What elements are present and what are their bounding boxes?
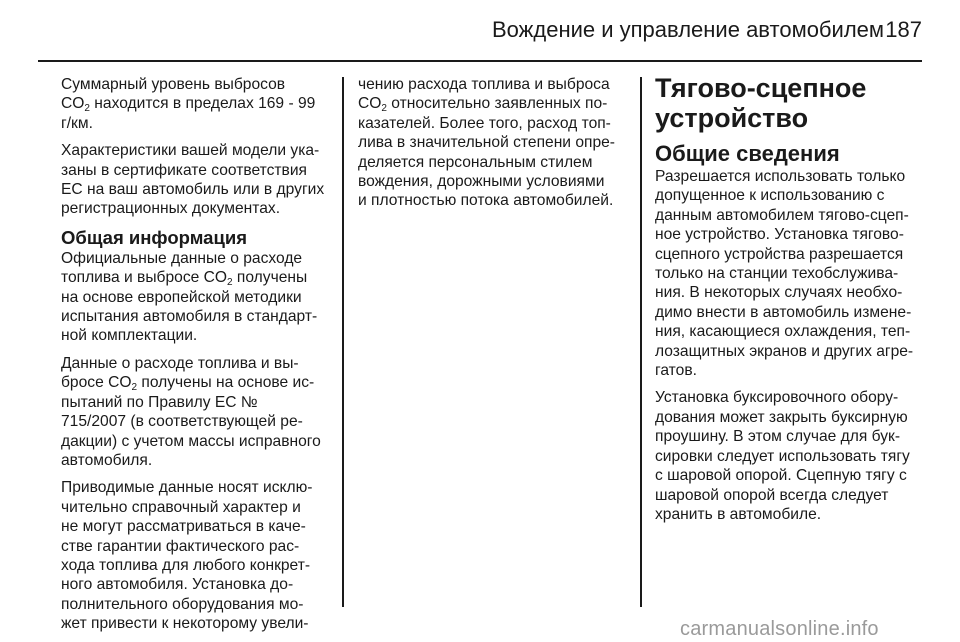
text-line: и плотностью потока автомобилей. (358, 192, 614, 210)
text-line: 715/2007 (в соответствующей ре- (61, 413, 303, 431)
column-divider (640, 77, 642, 607)
text-fragment: бросе CO (61, 374, 132, 392)
text-line: вождения, дорожными условиями (358, 173, 605, 191)
subscript: 2 (381, 103, 387, 115)
text-fragment: CO (61, 95, 85, 113)
text-line: гатов. (655, 362, 697, 380)
column-left (61, 75, 334, 642)
text-line: заны в сертификате соответствия (61, 161, 307, 179)
text-line: жет привести к некоторому увели- (61, 615, 309, 633)
text-fragment: относительно заявленных по- (386, 95, 608, 113)
text-line (61, 268, 334, 287)
text-line: хода топлива для любого конкрет- (61, 556, 311, 574)
paragraph (358, 75, 633, 211)
text-line: ния. В некоторых случаях необхо- (655, 284, 903, 302)
text-line: Официальные данные о расходе (61, 249, 303, 267)
paragraph (61, 249, 334, 346)
paragraph (655, 167, 927, 380)
page-number: 187 (885, 17, 922, 42)
heading-line: устройство (655, 103, 809, 133)
text-line: дования может закрыть буксирную (655, 408, 908, 426)
text-line: чению расхода топлива и выброса (358, 76, 610, 93)
text-line: казателей. Более того, расход топ- (358, 114, 611, 132)
text-line: автомобиля. (61, 451, 153, 469)
column-middle (358, 75, 633, 219)
text-line: деляется персональным стилем (358, 153, 593, 171)
watermark: carmanualsonline.info (680, 618, 879, 640)
text-line: с шаровой опорой. Сцепную тягу с (655, 467, 907, 485)
text-line: испытания автомобиля в стандарт- (61, 308, 318, 326)
text-line: сцепного устройства разрешается (655, 245, 904, 263)
text-line: сировки следует использовать тягу (655, 447, 910, 465)
text-line: лива в значительной степени опре- (358, 134, 615, 152)
paragraph (655, 388, 927, 524)
subscript: 2 (227, 277, 233, 289)
chapter-heading (655, 73, 927, 133)
text-line (61, 94, 334, 113)
text-line: шаровой опорой всегда следует (655, 486, 889, 504)
text-line: чительно справочный характер и (61, 498, 301, 516)
column-divider (342, 77, 344, 607)
header-rule (38, 60, 922, 62)
text-line: ной комплектации. (61, 327, 198, 345)
text-line: стве гарантии фактического рас- (61, 537, 300, 555)
section-title: Вождение и управление автомобилем (492, 17, 885, 42)
text-line: Суммарный уровень выбросов (61, 76, 286, 93)
paragraph (61, 141, 334, 219)
text-fragment: топлива и выбросе CO (61, 269, 228, 287)
paragraph (61, 478, 334, 633)
text-line (358, 94, 633, 113)
heading-line: Тягово-сцепное (655, 73, 867, 103)
text-line: допущенное к использованию с (655, 187, 885, 205)
text-line: ния, касающиеся охлаждения, теп- (655, 323, 911, 341)
text-fragment: CO (358, 95, 382, 113)
text-line: на основе европейской методики (61, 288, 302, 306)
text-line: Данные о расходе топлива и вы- (61, 354, 299, 372)
text-line: не могут рассматриваться в каче- (61, 518, 306, 536)
column-right (655, 73, 927, 532)
text-line: г/км. (61, 114, 93, 132)
paragraph (61, 75, 334, 133)
text-line: только на станции техобслужива- (655, 265, 899, 283)
text-line: Разрешается использовать только (655, 168, 906, 185)
text-line: пытаний по Правилу ЕС № (61, 393, 258, 411)
paragraph (61, 354, 334, 470)
text-line: данным автомобилем тягово-сцеп- (655, 206, 909, 224)
text-line: полнительного оборудования мо- (61, 595, 304, 613)
text-line: регистрационных документах. (61, 200, 281, 218)
text-line: дакции) с учетом массы исправного (61, 432, 321, 450)
text-line: хранить в автомобиле. (655, 505, 822, 523)
text-line: проушину. В этом случае для бук- (655, 428, 901, 446)
section-heading: Общие сведения (655, 141, 840, 166)
text-line: димо внести в автомобиль измене- (655, 303, 912, 321)
text-fragment: находится в пределах 169 - 99 (89, 95, 316, 113)
text-fragment: получены на основе ис- (137, 374, 315, 392)
subscript: 2 (131, 382, 138, 394)
text-line: Характеристики вашей модели ука- (61, 142, 320, 160)
text-line (61, 373, 334, 392)
text-line: Приводимые данные носят исклю- (61, 479, 313, 497)
text-line: ное устройство. Установка тягово- (655, 226, 904, 244)
text-line: ЕС на ваш автомобиль или в других (61, 181, 325, 199)
text-line: Установка буксировочного обору- (655, 389, 899, 407)
text-fragment: получены (232, 269, 308, 287)
subscript: 2 (84, 103, 90, 115)
section-heading: Общая информация (61, 226, 247, 248)
text-line: ного автомобиля. Установка до- (61, 576, 294, 594)
text-line: лозащитных экранов и других агре- (655, 342, 914, 360)
